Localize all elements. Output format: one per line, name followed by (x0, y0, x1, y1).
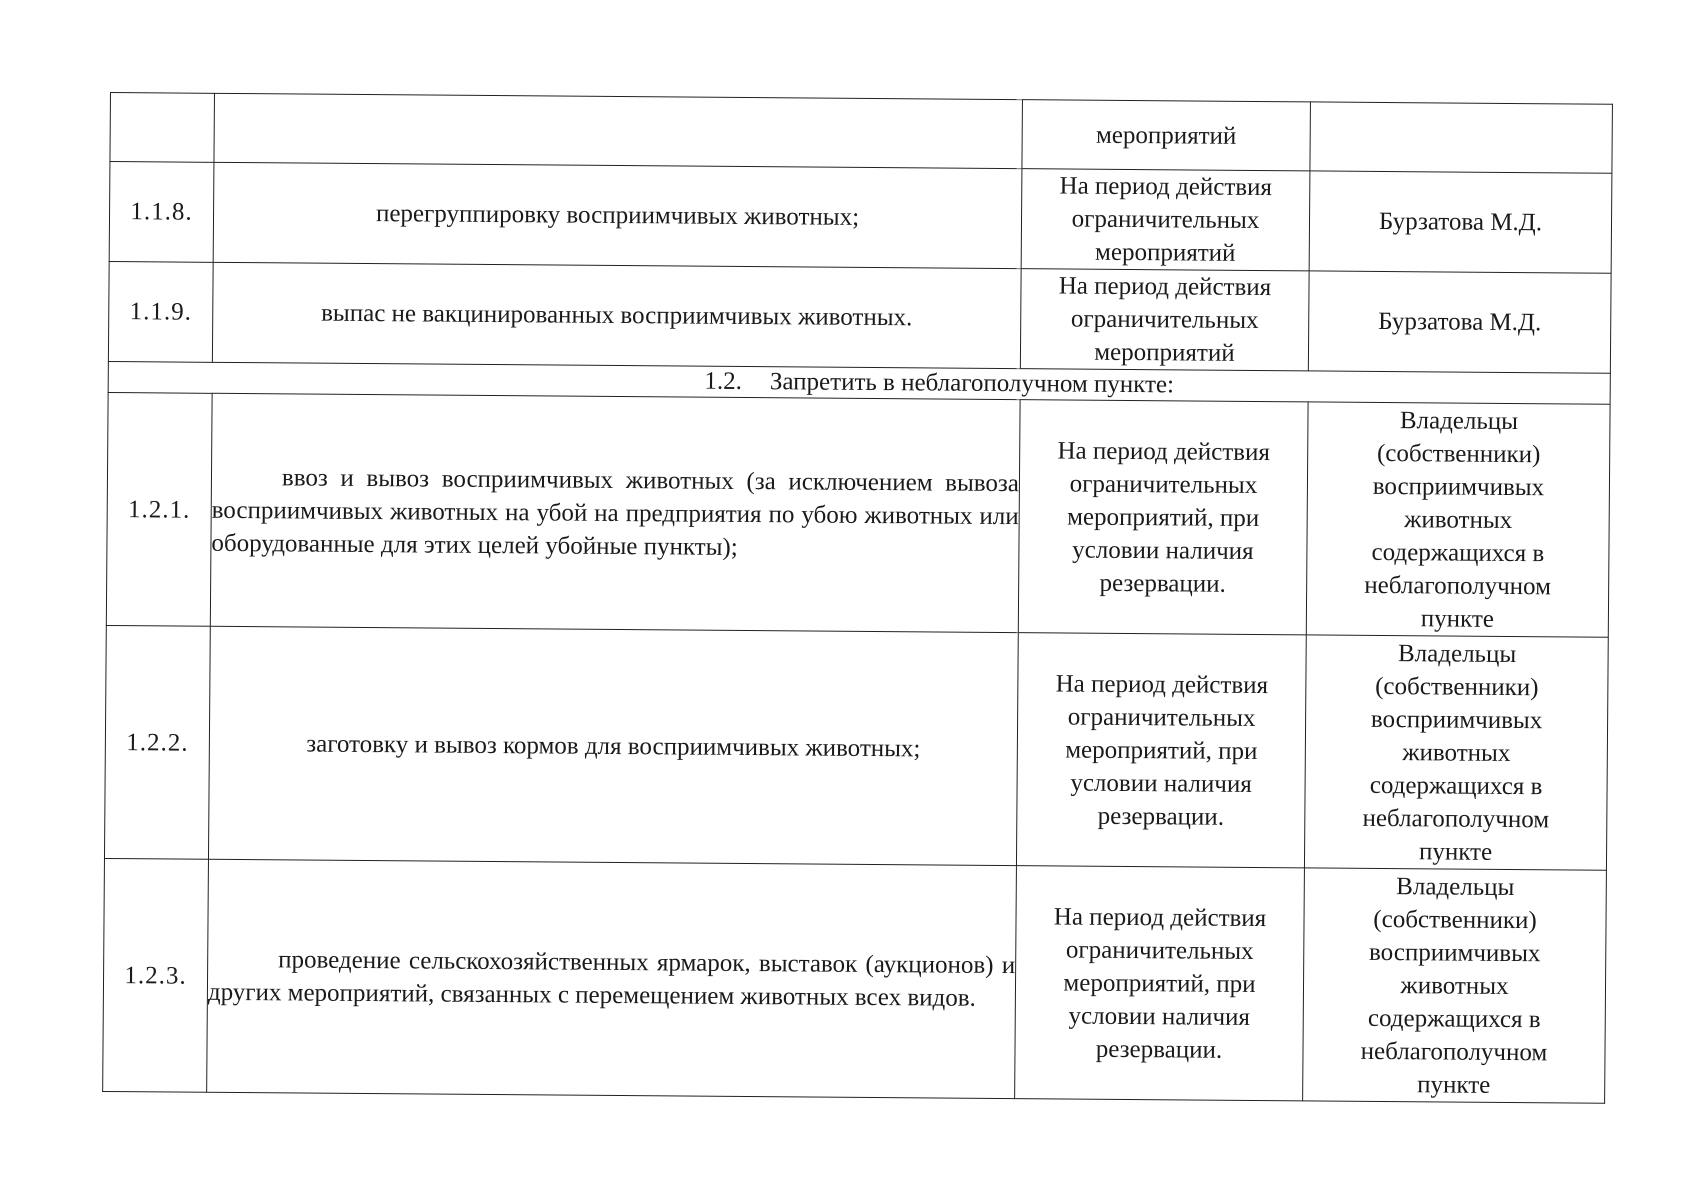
period-line: На период действия (1055, 669, 1269, 699)
cell-responsible (1304, 635, 1608, 870)
section-title: Запретить в неблагополучном пункте: (769, 368, 1175, 399)
cell-number (110, 93, 215, 163)
cell-responsible (1310, 102, 1613, 173)
responsible-line: содержащихся в (1371, 538, 1545, 567)
period-line: резервации. (1095, 1035, 1223, 1064)
responsible-line: восприимчивых (1372, 472, 1545, 501)
period-line: резервации. (1099, 569, 1226, 598)
cell-responsible: Бурзатова М.Д. (1308, 271, 1611, 373)
period-line: ограничительных (1065, 936, 1254, 965)
period-text: мероприятий (1095, 121, 1237, 150)
responsible-line: неблагополучном (1362, 804, 1550, 833)
cell-number: 1.2.1. (106, 392, 212, 626)
responsible-line: восприимчивых (1370, 705, 1543, 734)
table-row (109, 162, 1612, 274)
responsible-line: животных (1404, 505, 1513, 534)
responsible-line: пункте (1420, 604, 1495, 633)
responsible-line: восприимчивых (1368, 938, 1541, 967)
period-line: На период действия (1059, 172, 1273, 202)
cell-number: 1.1.9. (108, 261, 213, 362)
period-line: условии наличия (1070, 769, 1252, 798)
measures-table (102, 92, 1613, 1104)
cell-measure: ввоз и вывоз восприимчивых животных (за исключением вывоза восприимчивых животных на убой на предприятия по убою животных или оборудованные для этих целей убойные пункты); (210, 393, 1020, 632)
responsible-line: содержащихся в (1369, 771, 1543, 800)
table-row (106, 392, 1610, 637)
cell-period (1016, 633, 1306, 868)
cell-number: 1.1.8. (109, 162, 214, 263)
responsible-line: пункте (1417, 1070, 1491, 1099)
cell-period (1015, 866, 1305, 1101)
responsible-line: животных (1402, 738, 1511, 767)
responsible-line: пункте (1418, 837, 1493, 866)
cell-responsible: Бурзатова М.Д. (1309, 171, 1612, 273)
responsible-line: животных (1400, 971, 1509, 1000)
responsible-line: Владельцы (1396, 872, 1515, 901)
period-line: ограничительных (1070, 305, 1259, 335)
responsible-line: (собственники) (1373, 905, 1537, 934)
period-line: На период действия (1057, 436, 1271, 466)
cell-period (1020, 269, 1309, 371)
period-line: мероприятий, при (1065, 736, 1258, 765)
cell-measure: проведение сельскохозяйственных ярмарок, выставок (аукционов) и других мероприятий, связанных с перемещением животных всех видов. (207, 859, 1017, 1098)
table-row-continuation (110, 93, 1612, 174)
period-line: мероприятий, при (1067, 503, 1260, 532)
cell-number: 1.2.3. (103, 858, 209, 1092)
period-line: резервации. (1097, 802, 1225, 831)
cell-period (1021, 169, 1310, 271)
period-line: условии наличия (1068, 1002, 1251, 1031)
cell-measure: выпас не вакцинированных восприимчивых животных. (212, 262, 1021, 368)
cell-responsible (1306, 402, 1610, 637)
cell-number: 1.2.2. (104, 625, 210, 859)
cell-measure: перегруппировку восприимчивых животных; (213, 162, 1022, 268)
period-line: ограничительных (1067, 703, 1256, 732)
period-line: ограничительных (1071, 205, 1260, 235)
responsible-line: неблагополучном (1360, 1037, 1548, 1066)
table-row (108, 261, 1611, 373)
responsible-line: (собственники) (1376, 439, 1541, 468)
cell-period (1022, 100, 1311, 171)
period-line: мероприятий (1094, 238, 1236, 267)
table-row (103, 858, 1607, 1103)
responsible-line: содержащихся в (1367, 1004, 1541, 1033)
period-line: ограничительных (1069, 470, 1258, 499)
period-line: мероприятий (1094, 338, 1235, 367)
cell-period (1018, 400, 1308, 635)
responsible-line: неблагополучном (1364, 571, 1552, 600)
period-line: На период действия (1053, 902, 1267, 932)
period-line: На период действия (1058, 272, 1272, 302)
responsible-line: Владельцы (1399, 406, 1519, 435)
cell-measure: заготовку и вывоз кормов для восприимчивых животных; (208, 626, 1018, 865)
responsible-line: Владельцы (1397, 639, 1517, 668)
period-line: мероприятий, при (1063, 969, 1256, 998)
cell-measure (214, 93, 1023, 168)
section-number: 1.2. (704, 367, 743, 395)
table-row (104, 625, 1608, 870)
period-line: условии наличия (1072, 536, 1254, 565)
responsible-line: (собственники) (1375, 672, 1539, 701)
cell-responsible (1303, 868, 1607, 1103)
